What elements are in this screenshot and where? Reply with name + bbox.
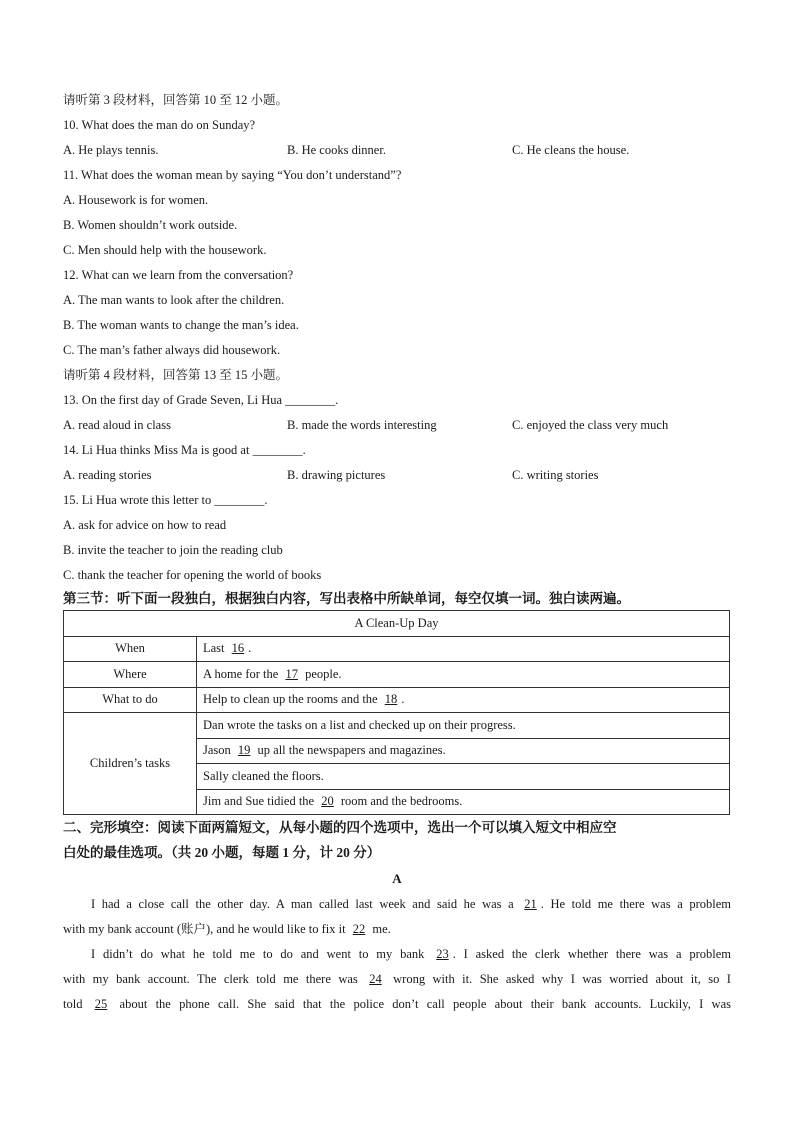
question-11-option-b: B. Women shouldn’t work outside. bbox=[63, 218, 238, 232]
what-to-do-cell: Help to clean up the rooms and the 18 . bbox=[197, 687, 730, 713]
table-row bbox=[64, 662, 730, 688]
question-13-option-c: C. enjoyed the class very much bbox=[512, 418, 669, 432]
part2-heading-line1: 二、完形填空：阅读下面两篇短文，从每小题的四个选项中，选出一个可以填入短文中相应空 bbox=[63, 820, 617, 835]
question-12-option-c: C. The man’s father always did housework. bbox=[63, 343, 281, 357]
question-12-option-a: A. The man wants to look after the children. bbox=[63, 293, 285, 307]
section3-instruction: 请听第 3 段材料，回答第 10 至 12 小题。 bbox=[63, 93, 289, 107]
question-12-option-b: B. The woman wants to change the man’s idea. bbox=[63, 318, 299, 332]
section4-instruction: 请听第 4 段材料，回答第 13 至 15 小题。 bbox=[63, 368, 289, 382]
blank-23: 23 bbox=[436, 947, 449, 961]
question-11-option-a: A. Housework is for women. bbox=[63, 193, 209, 207]
table-row bbox=[64, 687, 730, 713]
what-to-do-label: What to do bbox=[64, 687, 197, 713]
question-11-stem: 11. What does the woman mean by saying “You don’t understand”? bbox=[63, 168, 402, 182]
question-10-option-c: C. He cleans the house. bbox=[512, 143, 630, 157]
blank-20: 20 bbox=[321, 794, 334, 809]
question-10-option-b: B. He cooks dinner. bbox=[287, 143, 386, 157]
blank-17: 17 bbox=[285, 666, 298, 681]
question-13-stem: 13. On the first day of Grade Seven, Li Hua ________. bbox=[63, 393, 339, 407]
question-15-stem: 15. Li Hua wrote this letter to ________. bbox=[63, 493, 268, 507]
childrens-tasks-label: Children’s tasks bbox=[64, 713, 197, 815]
blank-21: 21 bbox=[524, 897, 537, 911]
cleanup-day-table bbox=[63, 610, 730, 815]
where-label: Where bbox=[64, 662, 197, 688]
passage-line: with my bank account (账户), and he would like to fix it 22 me. bbox=[63, 917, 731, 942]
task-jason: Jason 19 up all the newspapers and magazines. bbox=[197, 738, 730, 764]
question-15-option-b: B. invite the teacher to join the reading club bbox=[63, 543, 283, 557]
question-14-option-b: B. drawing pictures bbox=[287, 468, 386, 482]
table-row bbox=[64, 636, 730, 662]
question-10-stem: 10. What does the man do on Sunday? bbox=[63, 118, 256, 132]
part3-heading: 第三节：听下面一段独白，根据独白内容，写出表格中所缺单词，每空仅填一词。独白读两遍。 bbox=[63, 591, 630, 606]
when-cell: Last 16 . bbox=[197, 636, 730, 662]
question-14-option-c: C. writing stories bbox=[512, 468, 599, 482]
blank-19: 19 bbox=[237, 743, 251, 758]
where-cell: A home for the 17 people. bbox=[197, 662, 730, 688]
passage-label: A bbox=[392, 871, 402, 886]
blank-25: 25 bbox=[94, 997, 108, 1011]
blank-22: 22 bbox=[352, 922, 366, 936]
question-10-option-a: A. He plays tennis. bbox=[63, 143, 159, 157]
question-11-option-c: C. Men should help with the housework. bbox=[63, 243, 267, 257]
table-row bbox=[64, 713, 730, 739]
question-15-option-c: C. thank the teacher for opening the world of books bbox=[63, 568, 322, 582]
passage-line: I had a close call the other day. A man called last week and said he was a 21 . He told me there was a problem bbox=[63, 892, 731, 917]
when-label: When bbox=[64, 636, 197, 662]
question-13-option-a: A. read aloud in class bbox=[63, 418, 171, 432]
passage-line: I didn’t do what he told me to do and went to my bank 23 . I asked the clerk whether there was a problem bbox=[63, 942, 731, 967]
task-sally: Sally cleaned the floors. bbox=[197, 764, 730, 790]
part2-heading-line2: 白处的最佳选项。（共 20 小题，每题 1 分，计 20 分） bbox=[63, 845, 381, 860]
task-dan: Dan wrote the tasks on a list and checked up on their progress. bbox=[197, 713, 730, 739]
question-13-option-b: B. made the words interesting bbox=[287, 418, 437, 432]
blank-24: 24 bbox=[369, 972, 382, 986]
passage-a bbox=[63, 892, 731, 1017]
blank-16: 16 bbox=[231, 641, 245, 656]
task-jim-sue: Jim and Sue tidied the 20 room and the bedrooms. bbox=[197, 789, 730, 815]
passage-line: told 25 about the phone call. She said that the police don’t call people about their bank accounts. Luckily, I was bbox=[63, 992, 731, 1017]
table-row bbox=[64, 611, 730, 637]
question-12-stem: 12. What can we learn from the conversation? bbox=[63, 268, 294, 282]
blank-18: 18 bbox=[384, 692, 398, 707]
passage-line: with my bank account. The clerk told me there was 24 wrong with it. She asked why I was worried about it, so I bbox=[63, 967, 731, 992]
question-14-stem: 14. Li Hua thinks Miss Ma is good at ________. bbox=[63, 443, 306, 457]
question-15-option-a: A. ask for advice on how to read bbox=[63, 518, 227, 532]
table-title: A Clean-Up Day bbox=[64, 611, 730, 637]
question-14-option-a: A. reading stories bbox=[63, 468, 152, 482]
